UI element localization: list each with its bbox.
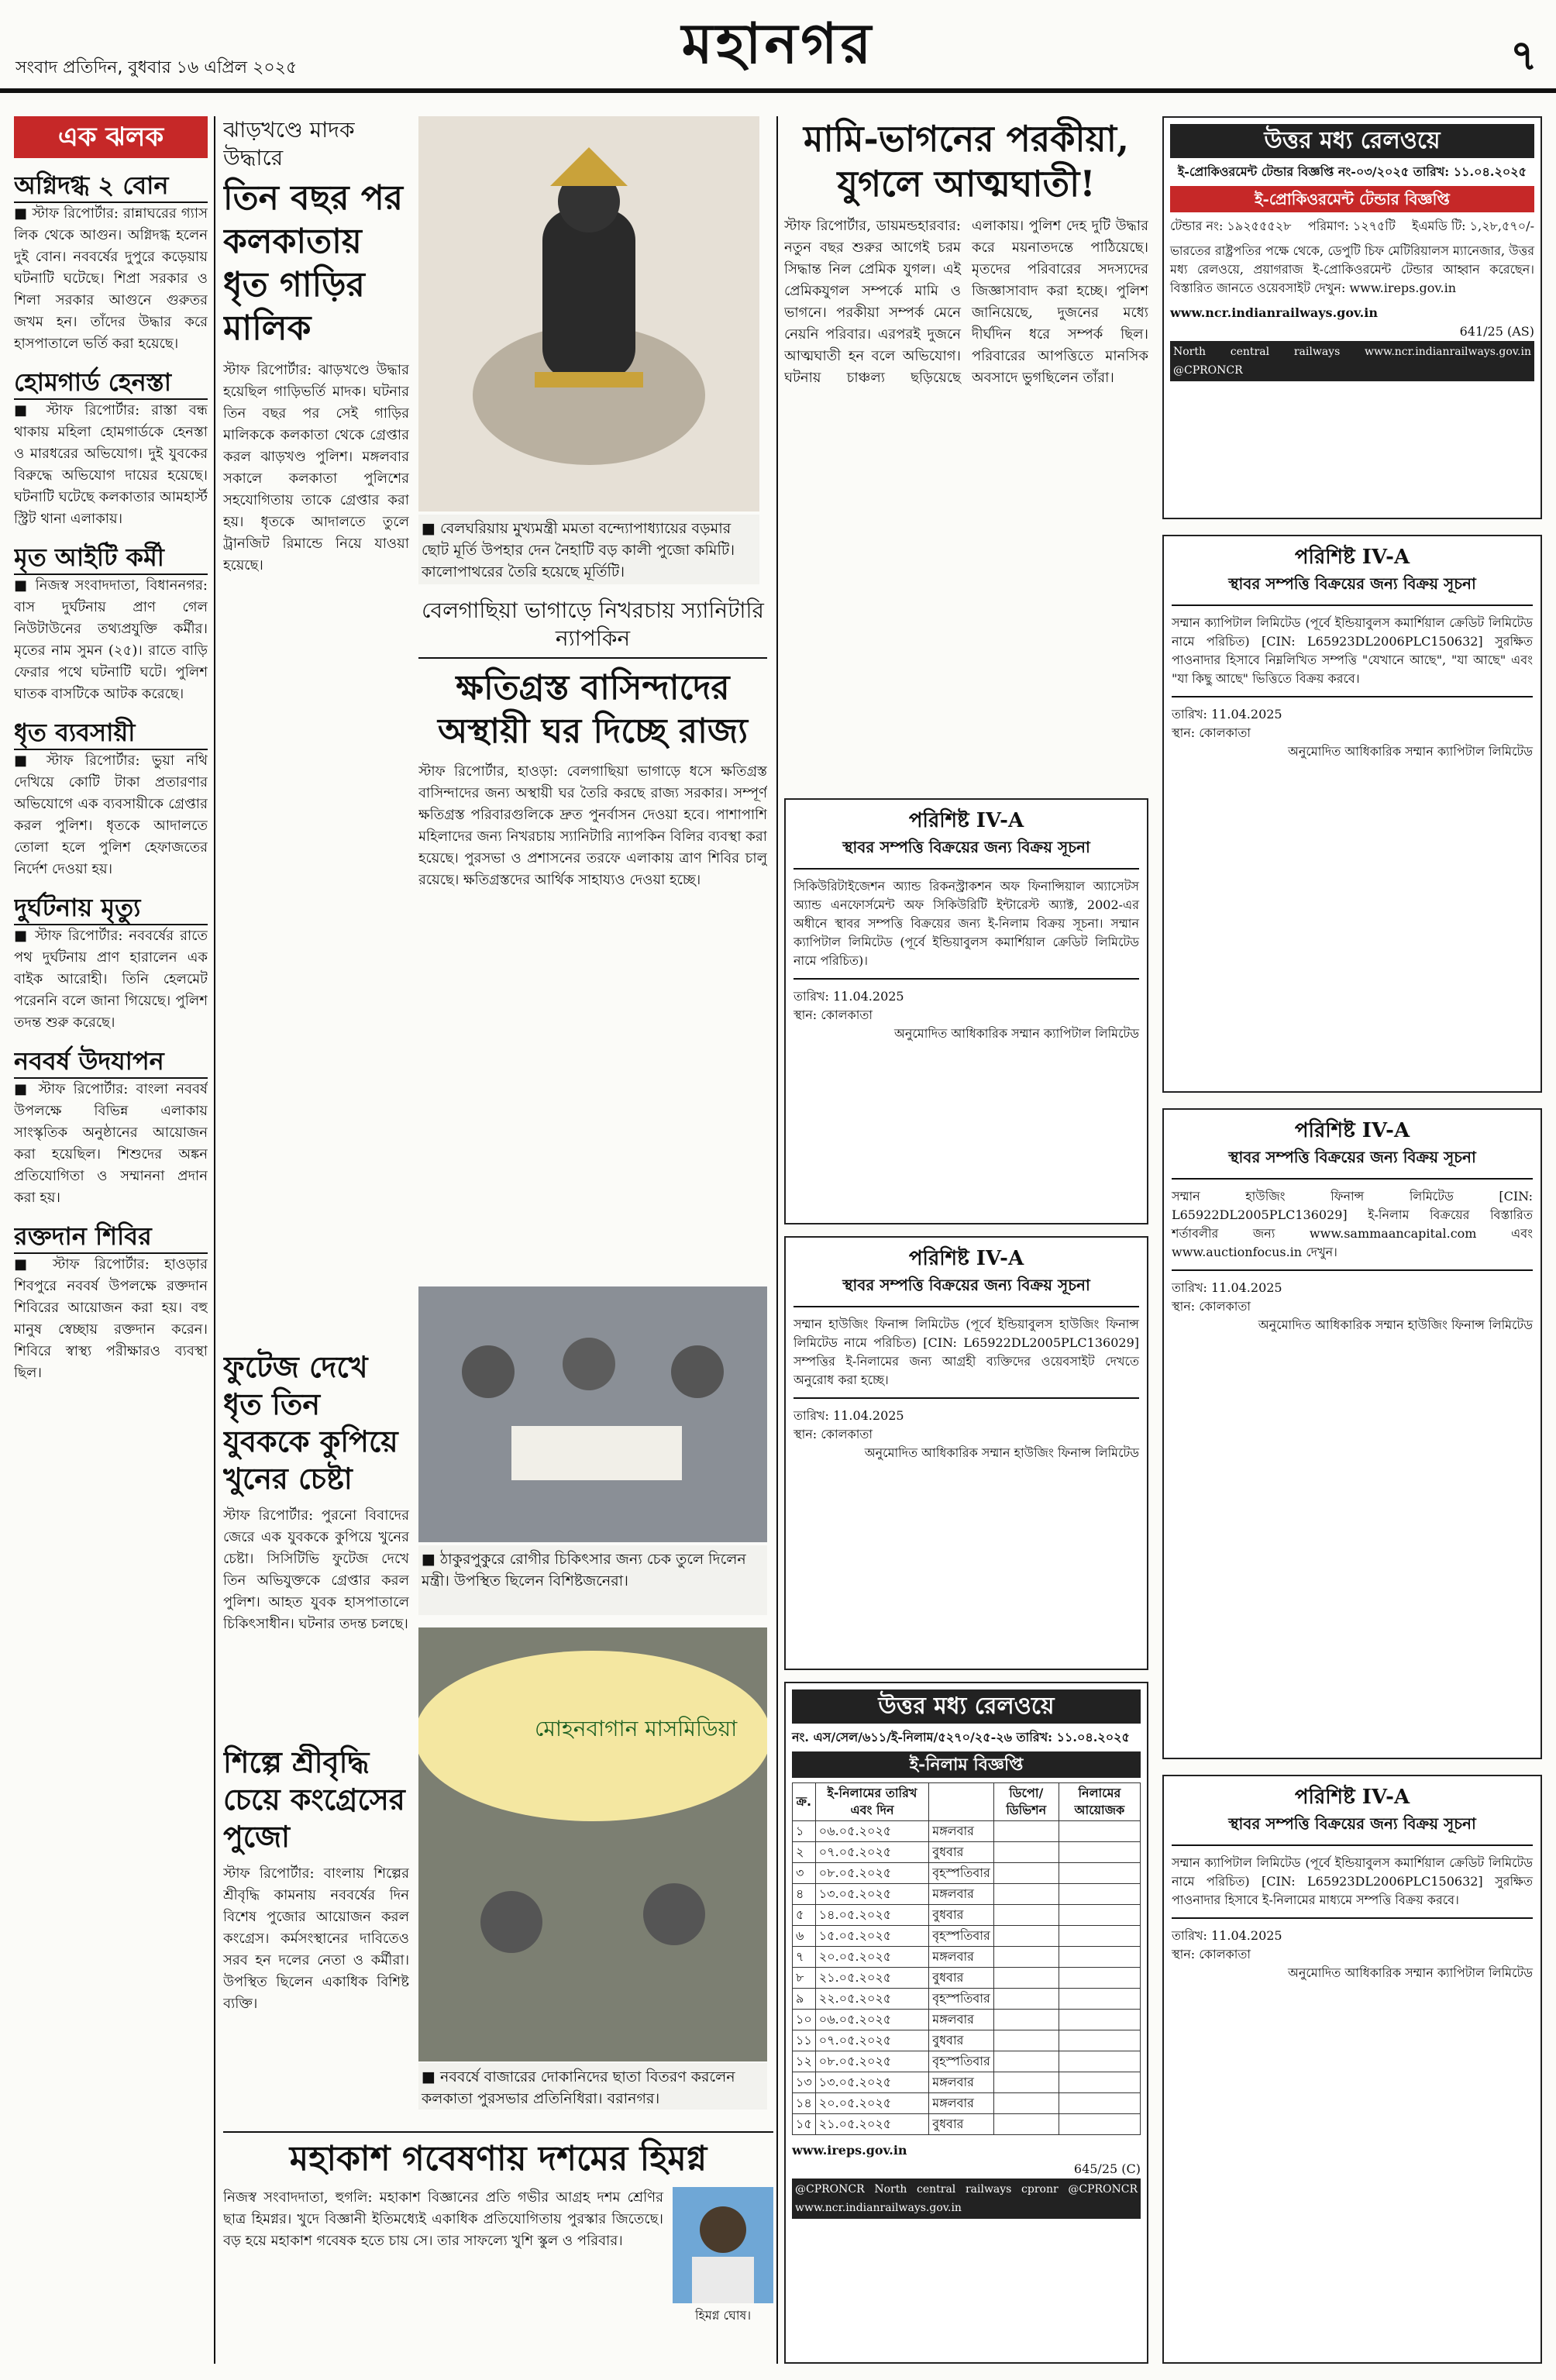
- brief-item: [14, 541, 208, 705]
- table-cell: ৯: [793, 1989, 816, 2010]
- cheque-photo: [418, 1286, 767, 1542]
- legal-ad-3-place: স্থান: কোলকাতা: [1172, 725, 1251, 740]
- ncr-bottom-footer: @CPRONCR North central railways cpronr @CPRONCR www.ncr.indianrailways.gov.in: [792, 2179, 1141, 2219]
- story-puja-text: স্টাফ রিপোর্টার: বাংলায় শিল্পের শ্রীবৃদ্ধি কামনায় নববর্ষের দিন বিশেষ পুজোর আয়োজন করল কংগ্রেস। কর্মসংস্থানের দাবিতেও সরব হন দলের নেতা ও কর্মীরা। উপস্থিত ছিলেন একাধিক বিশিষ্ট ব্যক্তি।: [223, 1865, 409, 2012]
- story-drugs-kicker: ঝাড়খণ্ডে মাদক উদ্ধারে: [223, 117, 355, 170]
- table-cell: মঙ্গলবার: [929, 1884, 994, 1905]
- story-sanitary-text: স্টাফ রিপোর্টার, হাওড়া: বেলগাছিয়া ভাগাড়ে ধসে ক্ষতিগ্রস্ত বাসিন্দাদের জন্য অস্থায়ী ঘর তৈরি করছে রাজ্য সরকার। সম্পূর্ণ ক্ষতিগ্রস্ত পরিবারগুলিকে দ্রুত পুনর্বাসন দেওয়া হবে। পাশাপাশি মহিলাদের জন্য নিখরচায় স্যানিটারি ন্যাপকিন বিলির ব্যবস্থা করা হয়েছে। পুরসভা ও প্রশাসনের তরফে এলাকায় ত্রাণ শিবির চালু রয়েছে। ক্ষতিগ্রস্তদের আর্থিক সাহায্যও দেওয়া হচ্ছে।: [418, 763, 767, 888]
- table-cell: [993, 1884, 1059, 1905]
- legal-ad-2-body: সম্মান হাউজিং ফিনান্স লিমিটেড (পূর্বে ইন্ডিয়াবুলস হাউজিং ফিনান্স লিমিটেড নামে পরিচিত) [CIN: L65922DL2005PLC136029] সম্পত্তির ই-নিলামের জন্য আগ্রহী ব্যক্তিদের ওয়েবসাইট দেখতে অনুরোধ করা হচ্ছে।: [793, 1317, 1139, 1387]
- brief-item: [14, 366, 208, 530]
- table-cell: ২২.০৫.২০২৫: [815, 1989, 928, 2010]
- table-cell: মঙ্গলবার: [929, 2093, 994, 2114]
- table-cell: ১৩.০৫.২০২৫: [815, 1884, 928, 1905]
- table-cell: [993, 1905, 1059, 1926]
- brief-list: [14, 169, 208, 1384]
- table-cell: [993, 1947, 1059, 1968]
- legal-ad-3: [1162, 535, 1542, 1093]
- table-cell: বুধবার: [929, 1905, 994, 1926]
- brief-item: [14, 1045, 208, 1209]
- table-cell: ০৮.০৫.২০২৫: [815, 1863, 928, 1884]
- table-cell: [1059, 1947, 1140, 1968]
- legal-ad-5-place: স্থান: কোলকাতা: [1172, 1947, 1251, 1962]
- table-cell: [993, 1863, 1059, 1884]
- ncr-top-org: উত্তর মধ্য রেলওয়ে: [1170, 124, 1534, 158]
- table-cell: মঙ্গলবার: [929, 2010, 994, 2030]
- legal-ad-4-date: তারিখ: 11.04.2025: [1172, 1280, 1282, 1295]
- legal-ad-2-place: স্থান: কোলকাতা: [793, 1427, 873, 1441]
- table-cell: [993, 1989, 1059, 2010]
- table-cell: মঙ্গলবার: [929, 1821, 994, 1842]
- legal-ad-4-place: স্থান: কোলকাতা: [1172, 1299, 1251, 1314]
- table-cell: বৃহস্পতিবার: [929, 1989, 994, 2010]
- table-cell: ১২: [793, 2051, 816, 2072]
- table-row: [793, 1821, 1141, 1842]
- legal-ad-4-title: পরিশিষ্ট IV-A: [1294, 1119, 1410, 1142]
- story-drugs-text: স্টাফ রিপোর্টার: ঝাড়খণ্ডে উদ্ধার হয়েছিল গাড়িভর্তি মাদক। ঘটনার তিন বছর পর সেই গাড়ির মালিককে কলকাতা থেকে গ্রেপ্তার করল ঝাড়খণ্ড পুলিশ। মঙ্গলবার সকালে কলকাতা পুলিশের সহযোগিতায় তাকে গ্রেপ্তার করা হয়। ধৃতকে আদালতে তুলে ট্রানজিট রিমান্ডে নিয়ে যাওয়া হয়েছে।: [223, 362, 409, 573]
- ncr-bottom-code: 645/25 (C): [1073, 2161, 1141, 2176]
- legal-ad-5: [1162, 1775, 1542, 2364]
- legal-ad-1: [784, 798, 1148, 1224]
- legal-ad-2-signer: অনুমোদিত আধিকারিক সম্মান হাউজিং ফিনান্স লিমিটেড: [864, 1445, 1139, 1460]
- legal-ad-3-title: পরিশিষ্ট IV-A: [1294, 546, 1410, 569]
- table-cell: [1059, 2114, 1140, 2135]
- table-row: [793, 1842, 1141, 1863]
- table-cell: ১১: [793, 2030, 816, 2051]
- table-cell: ৪: [793, 1884, 816, 1905]
- table-cell: ০৭.০৫.২০২৫: [815, 1842, 928, 1863]
- legal-ad-5-subtitle: স্থাবর সম্পত্তি বিক্রয়ের জন্য বিক্রয় সূচনা: [1228, 1814, 1476, 1833]
- table-cell: ২০.০৫.২০২৫: [815, 2093, 928, 2114]
- table-cell: বৃহস্পতিবার: [929, 2051, 994, 2072]
- table-cell: [1059, 1842, 1140, 1863]
- table-cell: [993, 2010, 1059, 2030]
- legal-ad-4-body: সম্মান হাউজিং ফিনান্স লিমিটেড [CIN: L65922DL2005PLC136029] ই-নিলাম বিক্রয়ের বিস্তারিত শর্তাবলীর জন্য www.sammaancapital.com এবং www.auctionfocus.in দেখুন।: [1172, 1189, 1533, 1259]
- story-sanitary-kicker: বেলগাছিয়া ভাগাড়ে নিখরচায় স্যানিটারি ন্যাপকিন: [418, 597, 767, 659]
- legal-ad-1-place: স্থান: কোলকাতা: [793, 1007, 873, 1022]
- table-cell: [1059, 2051, 1140, 2072]
- dateline: সংবাদ প্রতিদিন, বুধবার ১৬ এপ্রিল ২০২৫: [15, 58, 298, 77]
- table-row: [793, 1863, 1141, 1884]
- table-cell: ২১.০৫.২০২৫: [815, 1968, 928, 1989]
- table-cell: ০৬.০৫.২০২৫: [815, 1821, 928, 1842]
- brief-item: [14, 169, 208, 355]
- table-header: [929, 1783, 994, 1821]
- brief-item-title: মৃত আইটি কর্মী: [14, 541, 208, 575]
- table-row: [793, 2093, 1141, 2114]
- brief-item-title: ধৃত ব্যবসায়ী: [14, 716, 208, 750]
- table-cell: [993, 2093, 1059, 2114]
- table-cell: মঙ্গলবার: [929, 2072, 994, 2093]
- table-cell: [1059, 2010, 1140, 2030]
- story-sanitary-headline: ক্ষতিগ্রস্ত বাসিন্দাদের অস্থায়ী ঘর দিচ্ছে রাজ্য: [438, 668, 748, 751]
- table-cell: ১৩.০৫.২০২৫: [815, 2072, 928, 2093]
- story-puja-headline: শিল্পে শ্রীবৃদ্ধি চেয়ে কংগ্রেসের পুজো: [223, 1745, 405, 1854]
- brief-item-text: ■ স্টাফ রিপোর্টার: রান্নাঘরের গ্যাস লিক থেকে আগুন। অগ্নিদগ্ধ হলেন দুই বোন। নববর্ষের দুপুরে কড়েয়ায় ঘটনাটি ঘটেছে। শিপ্রা সরকার ও শিলা সরকার আগুনে গুরুতর জখম হন। তাঁদের উদ্ধার করে হাসপাতালে ভর্তি করা হয়েছে।: [14, 205, 208, 352]
- table-cell: [993, 2030, 1059, 2051]
- table-cell: বৃহস্পতিবার: [929, 1926, 994, 1947]
- ncr-top-notice: ই-প্রোকিওরমেন্ট টেন্ডার বিজ্ঞপ্তি নং-০৩/২০২৫ তারিখ: ১১.০৪.২০২৫: [1177, 164, 1527, 179]
- ncr-top-website[interactable]: www.ncr.indianrailways.gov.in: [1170, 305, 1378, 320]
- ncr-bottom-org: উত্তর মধ্য রেলওয়ে: [792, 1689, 1141, 1724]
- table-row: [793, 2051, 1141, 2072]
- brief-item-text: ■ স্টাফ রিপোর্টার: ভুয়া নথি দেখিয়ে কোটি টাকা প্রতারণার অভিযোগে এক ব্যবসায়ীকে গ্রেপ্তার করল পুলিশ। ধৃতকে আদালতে তোলা হলে পুলিশ হেফাজতের নির্দেশ দেওয়া হয়।: [14, 753, 208, 877]
- brief-item: [14, 1220, 208, 1384]
- table-cell: [1059, 2093, 1140, 2114]
- kali-idol-image: [418, 116, 759, 511]
- ncr-top-code: 641/25 (AS): [1459, 324, 1534, 339]
- table-cell: বুধবার: [929, 1842, 994, 1863]
- story-sanitary: [418, 597, 767, 1279]
- table-cell: [993, 1842, 1059, 1863]
- brief-item-text: ■ স্টাফ রিপোর্টার: বাংলা নববর্ষ উপলক্ষে বিভিন্ন এলাকায় সাংস্কৃতিক অনুষ্ঠানের আয়োজন করা হয়েছিল। শিশুদের অঙ্কন প্রতিযোগিতা ও সম্মাননা প্রদান করা হয়।: [14, 1081, 208, 1206]
- table-cell: [1059, 2030, 1140, 2051]
- legal-ad-3-body: সম্মান ক্যাপিটাল লিমিটেড (পূর্বে ইন্ডিয়াবুলস কমার্শিয়াল ক্রেডিট লিমিটেড নামে পরিচিত) [CIN: L65923DL2006PLC150632] সুরক্ষিত পাওনাদার হিসাবে নিম্নলিখিত সম্পত্তি "যেখানে আছে", "যা আছে" এবং "যা কিছু আছে" ভিত্তিতে বিক্রয় করবে।: [1172, 615, 1533, 686]
- ncr-top-footer: North central railways www.ncr.indianrailways.gov.in @CPRONCR: [1170, 341, 1534, 381]
- legal-ad-4: [1162, 1108, 1542, 1759]
- table-cell: ৩: [793, 1863, 816, 1884]
- table-cell: ২: [793, 1842, 816, 1863]
- student-photo-label: হিমগ্ন ঘোষ।: [694, 2308, 752, 2323]
- story-space: [223, 2131, 773, 2364]
- legal-ad-1-title: পরিশিষ্ট IV-A: [908, 809, 1024, 832]
- table-cell: ১: [793, 1821, 816, 1842]
- ncr-top-qty: পরিমাণ: ১২৭৫টি: [1307, 219, 1396, 233]
- ek-jhalak-badge: এক ঝলক: [14, 116, 208, 158]
- table-cell: [993, 1926, 1059, 1947]
- table-cell: [1059, 2072, 1140, 2093]
- table-cell: [993, 2051, 1059, 2072]
- table-header: ই-নিলামের তারিখ এবং দিন: [815, 1783, 928, 1821]
- story-stabbing-text: স্টাফ রিপোর্টার: পুরনো বিবাদের জেরে এক যুবককে কুপিয়ে খুনের চেষ্টা। সিসিটিভি ফুটেজ দেখে তিন অভিযুক্তকে গ্রেপ্তার করল পুলিশ। আহত যুবক হাসপাতালে চিকিৎসাধীন। ঘটনার তদন্ত চলছে।: [223, 1507, 409, 1632]
- ncr-tender-ad: [1162, 116, 1542, 519]
- table-cell: [1059, 1989, 1140, 2010]
- ncr-top-sub: ই-প্রোকিওরমেন্ট টেন্ডার বিজ্ঞপ্তি: [1170, 186, 1534, 212]
- brief-item-text: ■ নিজস্ব সংবাদদাতা, বিধাননগর: বাস দুর্ঘটনায় প্রাণ গেল নিউটাউনের তথ্যপ্রযুক্তি কর্মীর। মৃতের নাম সুমন (২৫)। রাতে বাড়ি ফেরার পথে ঘটনাটি ঘটে। পুলিশ ঘাতক বাসটিকে আটক করেছে।: [14, 577, 208, 702]
- story-couple: [784, 116, 1148, 783]
- table-cell: [1059, 1863, 1140, 1884]
- legal-ad-5-date: তারিখ: 11.04.2025: [1172, 1928, 1282, 1943]
- table-row: [793, 2010, 1141, 2030]
- brief-item-text: ■ স্টাফ রিপোর্টার: হাওড়ার শিবপুরে নববর্ষ উপলক্ষে রক্তদান শিবিরের আয়োজন করা হয়। বহু মানুষ স্বেচ্ছায় রক্তদান করেন। শিবিরে স্বাস্থ্য পরীক্ষারও ব্যবস্থা ছিল।: [14, 1256, 208, 1381]
- ncr-top-emd: ইএমডি টি: ১,২৮,৫৭০/-: [1412, 219, 1534, 233]
- table-cell: ১৪: [793, 2093, 816, 2114]
- table-row: [793, 1905, 1141, 1926]
- kali-idol-photo: [418, 116, 759, 511]
- story-couple-text: স্টাফ রিপোর্টার, ডায়মন্ডহারবার: নতুন বছর শুরুর আগেই চরম সিদ্ধান্ত নিল প্রেমিক যুগল। এই প্রেমিকযুগল সম্পর্কে মামি ও ভাগনে। পরকীয়া সম্পর্ক মেনে নেয়নি পরিবার। এরপরই দুজনে আত্মঘাতী হন বলে অভিযোগ। ঘটনায় চাঞ্চল্য ছড়িয়েছে এলাকায়। পুলিশ দেহ দুটি উদ্ধার করে ময়নাতদন্তে পাঠিয়েছে। মৃতদের পরিবারের সদস্যদের জিজ্ঞাসাবাদ করা হচ্ছে। পুলিশ জানিয়েছে, দুজনের মধ্যে দীর্ঘদিন ধরে সম্পর্ক ছিল। পরিবারের আপত্তিতে মানসিক অবসাদে ভুগছিলেন তাঁরা।: [784, 218, 1148, 386]
- eauction-table: [792, 1782, 1141, 2135]
- table-cell: [1059, 1905, 1140, 1926]
- ncr-eauction-ad: [784, 1682, 1148, 2364]
- legal-ad-3-signer: অনুমোদিত আধিকারিক সম্মান ক্যাপিটাল লিমিটেড: [1287, 744, 1533, 759]
- legal-ad-2-subtitle: স্থাবর সম্পত্তি বিক্রয়ের জন্য বিক্রয় সূচনা: [842, 1276, 1090, 1294]
- legal-ad-4-signer: অনুমোদিত আধিকারিক সম্মান হাউজিং ফিনান্স লিমিটেড: [1258, 1317, 1533, 1332]
- table-cell: [993, 1968, 1059, 1989]
- ncr-bottom-title: ই-নিলাম বিজ্ঞপ্তি: [792, 1751, 1141, 1778]
- table-row: [793, 2030, 1141, 2051]
- table-cell: বৃহস্পতিবার: [929, 1863, 994, 1884]
- brief-item-title: নববর্ষ উদযাপন: [14, 1045, 208, 1079]
- umbrella-image: [418, 1627, 767, 2061]
- table-cell: ৮: [793, 1968, 816, 1989]
- legal-ad-2-title: পরিশিষ্ট IV-A: [908, 1247, 1024, 1270]
- table-cell: [1059, 1821, 1140, 1842]
- ek-jhalak-column: [14, 116, 208, 2364]
- table-cell: [1059, 1884, 1140, 1905]
- legal-ad-2-date: তারিখ: 11.04.2025: [793, 1408, 904, 1423]
- table-cell: ১৫.০৫.২০২৫: [815, 1926, 928, 1947]
- table-cell: ২০.০৫.২০২৫: [815, 1947, 928, 1968]
- story-space-headline: মহাকাশ গবেষণায় দশমের হিমগ্ন: [289, 2139, 707, 2179]
- legal-ad-3-date: তারিখ: 11.04.2025: [1172, 707, 1282, 722]
- table-cell: [1059, 1968, 1140, 1989]
- brief-item-title: হোমগার্ড হেনস্তা: [14, 366, 208, 400]
- legal-ad-5-title: পরিশিষ্ট IV-A: [1294, 1786, 1410, 1809]
- legal-ad-2: [784, 1236, 1148, 1670]
- cheque-image: [418, 1286, 767, 1542]
- table-cell: [993, 2114, 1059, 2135]
- legal-ad-1-date: তারিখ: 11.04.2025: [793, 989, 904, 1004]
- table-header: ক্র.: [793, 1783, 816, 1821]
- table-cell: মঙ্গলবার: [929, 1947, 994, 1968]
- brief-item: [14, 716, 208, 880]
- table-header: নিলামের আয়োজক: [1059, 1783, 1140, 1821]
- brief-item-text: ■ স্টাফ রিপোর্টার: রাস্তা বন্ধ থাকায় মহিলা হোমগার্ডকে হেনস্তা ও মারধরের অভিযোগ। দুই যুবকের বিরুদ্ধে অভিযোগ দায়ের হয়েছে। ঘটনাটি ঘটেছে কলকাতার আমহার্স্ট স্ট্রিট থানা এলাকায়।: [14, 402, 208, 527]
- umbrella-photo: [418, 1627, 767, 2061]
- legal-ad-5-signer: অনুমোদিত আধিকারিক সম্মান ক্যাপিটাল লিমিটেড: [1287, 1965, 1533, 1980]
- table-row: [793, 1968, 1141, 1989]
- ncr-top-meta: [1170, 217, 1534, 236]
- table-cell: ১৩: [793, 2072, 816, 2093]
- table-cell: [993, 2072, 1059, 2093]
- table-cell: বুধবার: [929, 2030, 994, 2051]
- table-header: ডিপো/ডিভিশন: [993, 1783, 1059, 1821]
- story-drugs-headline: তিন বছর পর কলকাতায় ধৃত গাড়ির মালিক: [223, 178, 403, 348]
- legal-ad-3-subtitle: স্থাবর সম্পত্তি বিক্রয়ের জন্য বিক্রয় সূচনা: [1228, 574, 1476, 593]
- story-space-text: নিজস্ব সংবাদদাতা, হুগলি: মহাকাশ বিজ্ঞানের প্রতি গভীর আগ্রহ দশম শ্রেণির ছাত্র হিমগ্নর। খুদে বিজ্ঞানী ইতিমধ্যেই একাধিক প্রতিযোগিতায় পুরস্কার জিতেছে। বড় হয়ে মহাকাশ গবেষক হতে চায় সে। তার সাফল্যে খুশি স্কুল ও পরিবার।: [223, 2189, 663, 2249]
- ncr-top-body: ভারতের রাষ্ট্রপতির পক্ষে থেকে, ডেপুটি চিফ মেটিরিয়ালস ম্যানেজার, উত্তর মধ্য রেলওয়ে, প্রয়াগরাজ ই-প্রোকিওরমেন্ট টেন্ডার আহ্বান করেছেন। বিস্তারিত জানতে ওয়েবসাইট দেখুন: www.ireps.gov.in: [1170, 243, 1534, 295]
- story-couple-headline: মামি-ভাগনের পরকীয়া, যুগলে আত্মঘাতী!: [803, 118, 1130, 205]
- legal-ad-1-subtitle: স্থাবর সম্পত্তি বিক্রয়ের জন্য বিক্রয় সূচনা: [842, 838, 1090, 856]
- table-cell: ২১.০৫.২০২৫: [815, 2114, 928, 2135]
- section-title: মহানগর: [681, 10, 875, 76]
- page-number: ৭: [1510, 31, 1537, 80]
- table-cell: [1059, 1926, 1140, 1947]
- brief-item: [14, 891, 208, 1034]
- table-row: [793, 1926, 1141, 1947]
- story-drugs: [223, 116, 409, 1341]
- legal-ad-4-subtitle: স্থাবর সম্পত্তি বিক্রয়ের জন্য বিক্রয় সূচনা: [1228, 1148, 1476, 1166]
- legal-ad-1-signer: অনুমোদিত আধিকারিক সম্মান ক্যাপিটাল লিমিটেড: [893, 1026, 1139, 1041]
- ncr-bottom-notice-no: নং. এস/সেল/৬১১/ই-নিলাম/৫২৭০/২৫-২৬ তারিখ: ১১.০৪.২০২৫: [792, 1730, 1130, 1745]
- masthead: [0, 0, 1556, 93]
- table-cell: ১৫: [793, 2114, 816, 2135]
- table-cell: বুধবার: [929, 2114, 994, 2135]
- table-row: [793, 2072, 1141, 2093]
- umbrella-text: মোহনবাগান মাসমিডিয়া: [535, 1716, 738, 1741]
- brief-item-title: রক্তদান শিবির: [14, 1220, 208, 1254]
- table-row: [793, 1884, 1141, 1905]
- ncr-top-tender-no: টেন্ডার নং: ১৯২৫৫৫২৮: [1170, 219, 1292, 233]
- table-cell: ০৭.০৫.২০২৫: [815, 2030, 928, 2051]
- brief-item-text: ■ স্টাফ রিপোর্টার: নববর্ষের রাতে পথ দুর্ঘটনায় প্রাণ হারালেন এক বাইক আরোহী। তিনি হেলমেট পরেননি বলে জানা গিয়েছে। পুলিশ তদন্ত শুরু করেছে।: [14, 928, 208, 1031]
- brief-item-title: অগ্নিদগ্ধ ২ বোন: [14, 169, 208, 203]
- table-cell: ৫: [793, 1905, 816, 1926]
- story-stabbing: [223, 1348, 409, 1736]
- table-cell: ০৬.০৫.২০২৫: [815, 2010, 928, 2030]
- story-puja: [223, 1744, 409, 2193]
- kali-caption: ■ বেলঘরিয়ায় মুখ্যমন্ত্রী মমতা বন্দ্যোপাধ্যায়ের বড়মার ছোট মূর্তি উপহার দেন নৈহাটি বড় কালী পুজো কমিটি। কালোপাথরের তৈরি হয়েছে মূর্তিটি।: [418, 515, 759, 584]
- story-stabbing-headline: ফুটেজ দেখে ধৃত তিন যুবককে কুপিয়ে খুনের চেষ্টা: [223, 1349, 398, 1496]
- legal-ad-5-body: সম্মান ক্যাপিটাল লিমিটেড (পূর্বে ইন্ডিয়াবুলস কমার্শিয়াল ক্রেডিট লিমিটেড নামে পরিচিত) [CIN: L65923DL2006PLC150632] সুরক্ষিত পাওনাদার হিসাবে ই-নিলামের মাধ্যমে সম্পত্তি বিক্রয় করবে।: [1172, 1855, 1533, 1907]
- cheque-caption: ■ ঠাকুরপুকুরে রোগীর চিকিৎসার জন্য চেক তুলে দিলেন মন্ত্রী। উপস্থিত ছিলেন বিশিষ্টজনেরা।: [418, 1545, 767, 1615]
- table-cell: বুধবার: [929, 1968, 994, 1989]
- brief-item-title: দুর্ঘটনায় মৃত্যু: [14, 891, 208, 925]
- table-row: [793, 2114, 1141, 2135]
- table-cell: ০৮.০৫.২০২৫: [815, 2051, 928, 2072]
- table-cell: ১০: [793, 2010, 816, 2030]
- legal-ad-1-body: সিকিউরিটাইজেশন অ্যান্ড রিকনস্ট্রাকশন অফ ফিনান্সিয়াল অ্যাসেটস অ্যান্ড এনফোর্সমেন্ট অফ সিকিউরিটি ইন্টারেস্ট অ্যাক্ট, 2002-এর অধীনে স্থাবর সম্পত্তি বিক্রয়ের জন্য ই-নিলাম বিক্রয় সূচনা। সম্মান ক্যাপিটাল লিমিটেড (পূর্বে ইন্ডিয়াবুলস কমার্শিয়াল ক্রেডিট লিমিটেড নামে পরিচিত)।: [793, 879, 1139, 968]
- ncr-bottom-web[interactable]: www.ireps.gov.in: [792, 2143, 907, 2158]
- table-cell: ১৪.০৫.২০২৫: [815, 1905, 928, 1926]
- table-cell: [993, 1821, 1059, 1842]
- table-cell: ৬: [793, 1926, 816, 1947]
- umbrella-caption: ■ নববর্ষে বাজারের দোকানিদের ছাতা বিতরণ করলেন কলকাতা পুরসভার প্রতিনিধিরা। বরানগর।: [418, 2063, 767, 2110]
- table-row: [793, 1947, 1141, 1968]
- student-photo: [673, 2187, 773, 2303]
- table-row: [793, 1989, 1141, 2010]
- table-cell: ৭: [793, 1947, 816, 1968]
